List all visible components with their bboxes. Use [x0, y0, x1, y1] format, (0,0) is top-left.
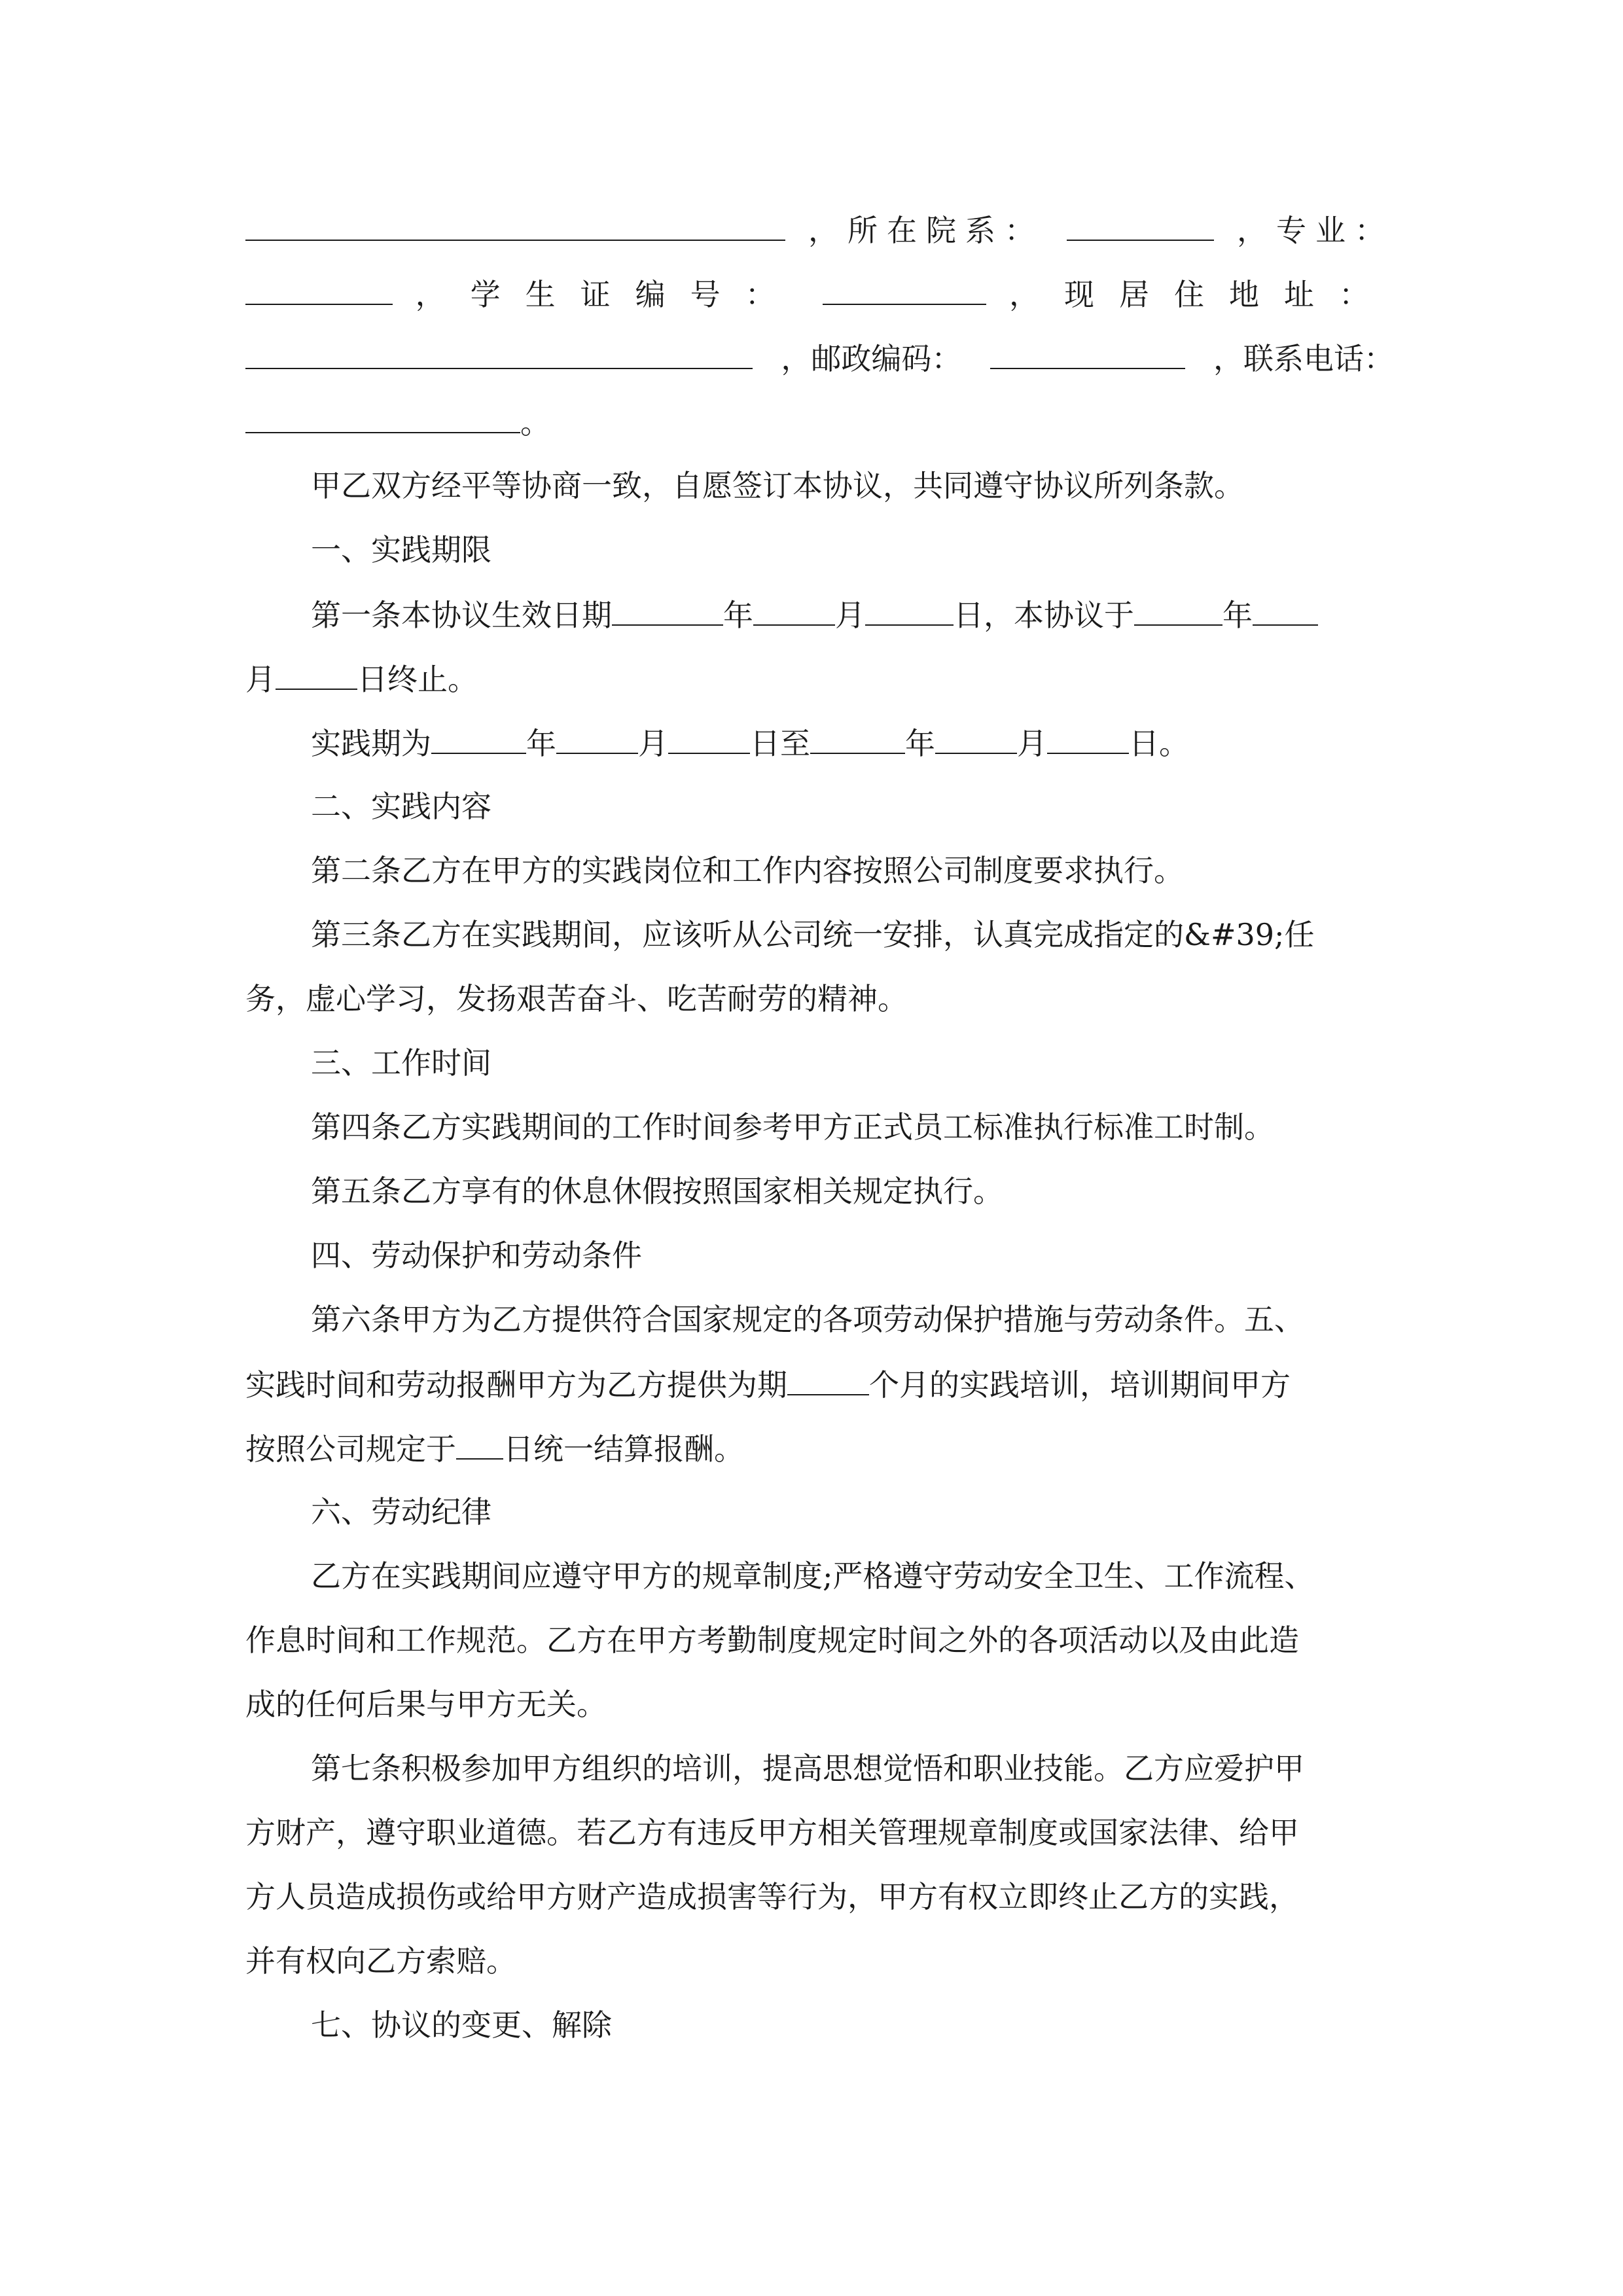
article-6-line-1: 第六条甲方为乙方提供符合国家规定的各项劳动保护措施与劳动条件。五、: [311, 1302, 1304, 1337]
month-label: 月: [245, 662, 276, 697]
section-3-heading: 三、工作时间: [311, 1045, 491, 1081]
phone-label: ，联系电话：: [1213, 341, 1394, 376]
period-end-month-blank[interactable]: [935, 723, 1017, 754]
address-blank[interactable]: [245, 338, 753, 369]
article-6-line-2: [245, 1364, 1394, 1405]
month-label: 月: [638, 726, 668, 761]
postcode-blank[interactable]: [990, 338, 1185, 369]
period-start-day-blank[interactable]: [668, 723, 750, 754]
period-end-day-blank[interactable]: [1047, 723, 1129, 754]
end-month-blank-a[interactable]: [1253, 594, 1318, 626]
article-3-line-1: 第三条乙方在实践期间，应该听从公司统一安排，认真完成指定的&#39;任: [311, 917, 1315, 952]
article-6-text-b: 个月的实践培训，培训期间甲方: [869, 1367, 1291, 1403]
postcode-label: ，邮政编码：: [781, 341, 962, 376]
student-info-line-4: [245, 402, 1394, 442]
article-6-text-a: 实践时间和劳动报酬甲方为乙方提供为期: [245, 1367, 787, 1403]
period-end-year-blank[interactable]: [810, 723, 905, 754]
discipline-line-3: 成的任何后果与甲方无关。: [245, 1687, 607, 1722]
article-1-end: 日终止。: [357, 662, 478, 697]
article-3-line-2: 务，虚心学习，发扬艰苦奋斗、吃苦耐劳的精神。: [245, 981, 908, 1016]
article-6-text-d: 日统一结算报酬。: [503, 1431, 744, 1467]
year-label: 年: [526, 726, 556, 761]
day-until-label: 日，本协议于: [954, 598, 1134, 633]
training-months-blank[interactable]: [787, 1364, 869, 1395]
article-6-text-c: 按照公司规定于: [245, 1431, 456, 1467]
major-label: ，专业：: [1237, 213, 1394, 248]
section-2-heading: 二、实践内容: [311, 789, 491, 824]
article-7-line-2: 方财产，遵守职业道德。若乙方有违反甲方相关管理规章制度或国家法律、给甲: [245, 1815, 1299, 1850]
line-4-end: 。: [520, 405, 550, 440]
section-7-heading: 七、协议的变更、解除: [311, 2007, 612, 2043]
article-7-line-3: 方人员造成损伤或给甲方财产造成损害等行为，甲方有权立即终止乙方的实践，: [245, 1879, 1299, 1914]
student-info-line-1: [245, 209, 1394, 250]
start-year-blank[interactable]: [612, 594, 723, 626]
address-label: ，现居住地址：: [1008, 277, 1394, 312]
name-blank[interactable]: [245, 209, 785, 241]
article-7-line-4: 并有权向乙方索赔。: [245, 1943, 516, 1979]
year-label: 年: [1222, 598, 1253, 633]
period-start-month-blank[interactable]: [556, 723, 638, 754]
article-5: 第五条乙方享有的休息休假按照国家相关规定执行。: [311, 1174, 1003, 1209]
section-1-heading: 一、实践期限: [311, 532, 491, 567]
practice-period-label: 实践期为: [311, 726, 431, 761]
discipline-line-1: 乙方在实践期间应遵守甲方的规章制度;严格遵守劳动安全卫生、工作流程、: [311, 1558, 1315, 1594]
day-to-label: 日至: [750, 726, 810, 761]
settlement-day-blank[interactable]: [456, 1428, 503, 1460]
student-id-label: ，学生证编号：: [415, 277, 800, 312]
discipline-line-2: 作息时间和工作规范。乙方在甲方考勤制度规定时间之外的各项活动以及由此造: [245, 1623, 1299, 1658]
article-4: 第四条乙方实践期间的工作时间参考甲方正式员工标准执行标准工时制。: [311, 1109, 1274, 1145]
year-label: 年: [905, 726, 935, 761]
section-6-heading: 六、劳动纪律: [311, 1494, 491, 1530]
section-4-heading: 四、劳动保护和劳动条件: [311, 1238, 642, 1273]
article-6-line-3: [245, 1428, 1394, 1469]
phone-blank[interactable]: [245, 402, 520, 433]
student-info-line-2: [245, 274, 1394, 314]
article-2: 第二条乙方在甲方的实践岗位和工作内容按照公司制度要求执行。: [311, 853, 1184, 888]
period-start-year-blank[interactable]: [431, 723, 526, 754]
day-end-label: 日。: [1129, 726, 1189, 761]
practice-period-line: [311, 723, 1394, 763]
student-id-blank[interactable]: [823, 274, 986, 305]
article-1-line-2: [245, 658, 1394, 699]
student-info-line-3: [245, 338, 1394, 378]
major-blank[interactable]: [245, 274, 393, 305]
agreement-paragraph: 甲乙双方经平等协商一致，自愿签订本协议，共同遵守协议所列条款。: [311, 468, 1244, 503]
article-1-line-1: [311, 594, 1394, 635]
dept-label: ，所在院系：: [808, 213, 1044, 248]
dept-blank[interactable]: [1067, 209, 1214, 241]
end-year-blank[interactable]: [1134, 594, 1222, 626]
start-month-blank[interactable]: [753, 594, 835, 626]
month-label: 月: [1017, 726, 1047, 761]
month-label: 月: [835, 598, 865, 633]
start-day-blank[interactable]: [865, 594, 954, 626]
year-label: 年: [723, 598, 753, 633]
end-day-blank[interactable]: [276, 658, 357, 690]
article-1-text: 第一条本协议生效日期: [311, 598, 612, 633]
article-7-line-1: 第七条积极参加甲方组织的培训，提高思想觉悟和职业技能。乙方应爱护甲: [311, 1751, 1304, 1786]
